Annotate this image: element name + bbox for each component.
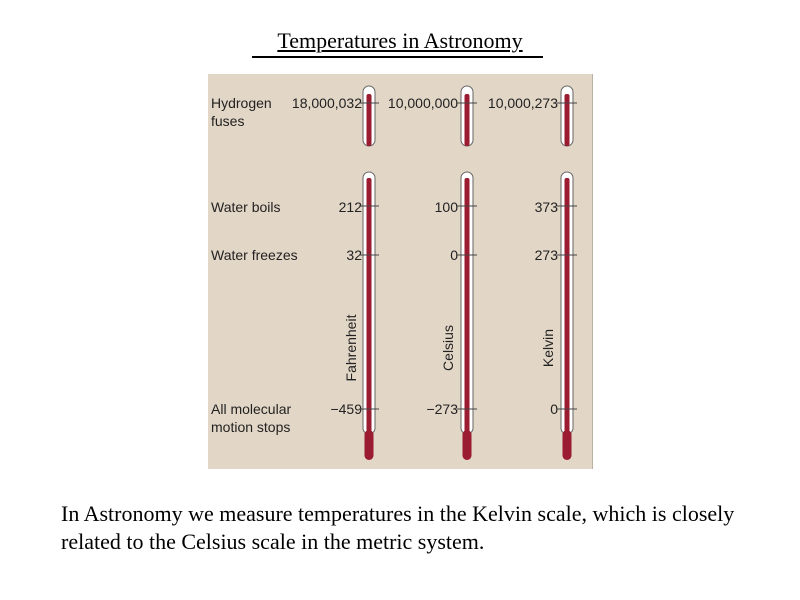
celsius-main-mercury bbox=[465, 178, 470, 448]
kelvin-top-mercury bbox=[565, 94, 570, 146]
celsius-zero-value: −273 bbox=[426, 401, 458, 417]
celsius-bulb bbox=[463, 430, 472, 460]
fahrenheit-hydrogen-value: 18,000,032 bbox=[291, 95, 362, 111]
label-hydrogen-fuses: Hydrogen bbox=[211, 95, 272, 111]
label-water-boils: Water boils bbox=[211, 199, 281, 215]
fahrenheit-freezes-value: 32 bbox=[346, 247, 362, 263]
kelvin-zero-value: 0 bbox=[550, 401, 558, 417]
celsius-scale-label: Celsius bbox=[440, 325, 456, 371]
fahrenheit-scale-label: Fahrenheit bbox=[343, 314, 359, 382]
thermometer-diagram-panel bbox=[208, 74, 593, 469]
description-text: In Astronomy we measure temperatures in the Kelvin scale, which is closely related to the Celsius scale in the metric system. bbox=[61, 501, 735, 554]
celsius-freezes-value: 0 bbox=[450, 247, 458, 263]
label-absolute-zero: All molecular bbox=[211, 401, 292, 417]
kelvin-hydrogen-value: 10,000,273 bbox=[487, 95, 558, 111]
celsius-boils-value: 100 bbox=[434, 199, 458, 215]
fahrenheit-top-mercury bbox=[367, 94, 372, 146]
label-absolute-zero-2: motion stops bbox=[211, 419, 291, 435]
kelvin-boils-value: 373 bbox=[534, 199, 558, 215]
thermometers-graphic bbox=[208, 74, 592, 469]
label-hydrogen-fuses-2: fuses bbox=[211, 113, 245, 129]
fahrenheit-bulb bbox=[365, 430, 374, 460]
fahrenheit-boils-value: 212 bbox=[338, 199, 362, 215]
fahrenheit-main-mercury bbox=[367, 178, 372, 448]
page-title: Temperatures in Astronomy bbox=[277, 28, 523, 53]
title-underline bbox=[252, 56, 543, 58]
kelvin-main-mercury bbox=[565, 178, 570, 448]
kelvin-bulb bbox=[563, 430, 572, 460]
fahrenheit-zero-value: −459 bbox=[330, 401, 362, 417]
kelvin-freezes-value: 273 bbox=[534, 247, 558, 263]
label-water-freezes: Water freezes bbox=[211, 247, 298, 263]
celsius-top-mercury bbox=[465, 94, 470, 146]
kelvin-scale-label: Kelvin bbox=[540, 328, 556, 368]
celsius-hydrogen-value: 10,000,000 bbox=[387, 95, 458, 111]
